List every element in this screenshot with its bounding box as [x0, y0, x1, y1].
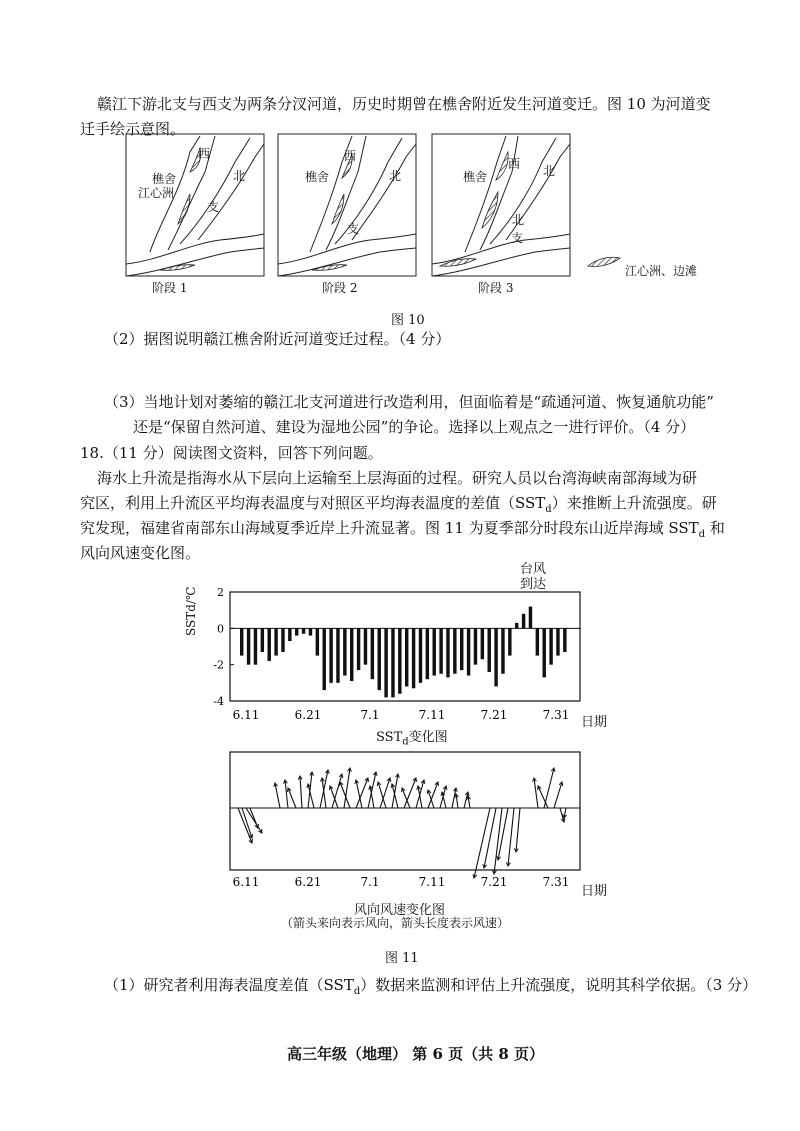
- sst-bar: [419, 628, 422, 683]
- sst-y-tick-label: 0: [217, 622, 224, 636]
- sst-bar: [426, 628, 429, 679]
- wind-plot-frame: [230, 752, 580, 870]
- label-xi-3: 西: [508, 157, 521, 171]
- wind-chart-title: 风向风速变化图: [354, 903, 446, 918]
- sst-bar: [405, 628, 408, 686]
- label-zhi-1: 支: [207, 200, 220, 214]
- figure-11-caption: 图 11: [385, 951, 419, 966]
- sst-bar: [536, 628, 539, 655]
- wind-arrow: [404, 778, 416, 808]
- typhoon-label-line-2: 到达: [520, 577, 547, 592]
- label-qiaoshe-3: 樵舍: [463, 170, 488, 184]
- sst-bar-chart: [180, 585, 600, 725]
- wind-arrow: [498, 808, 508, 860]
- stage-label-2: 阶段 2: [322, 281, 358, 295]
- sst-bar: [508, 628, 511, 655]
- wind-arrow: [250, 808, 258, 828]
- typhoon-label-line-1: 台风: [520, 562, 547, 577]
- legend-text: 江心洲、边滩: [625, 264, 698, 278]
- label-bei-3: 北: [543, 164, 556, 178]
- wind-arrow: [332, 774, 342, 808]
- sst-bar: [439, 628, 442, 673]
- wind-arrow: [330, 786, 338, 808]
- sst-y-tick-label: 2: [217, 586, 224, 599]
- sst-bar: [494, 628, 497, 686]
- sst-bar: [563, 628, 566, 652]
- sst-bar: [371, 628, 374, 679]
- sst-bar: [240, 628, 243, 655]
- legend-bar-symbol: [588, 257, 620, 266]
- sst-bar: [302, 628, 305, 633]
- sst-y-tick-label: -4: [213, 695, 224, 708]
- wind-x-tick-label: 6.21: [294, 875, 322, 889]
- wind-arrow: [402, 788, 410, 808]
- wind-arrow: [534, 778, 538, 808]
- wind-arrow: [554, 782, 562, 808]
- question-2: （2）据图说明赣江樵舍附近河道变迁过程。（4 分）: [104, 330, 451, 348]
- q18-para-line-3: 究发现，福建省南部东山海域夏季近岸上升流显著。图 11 为夏季部分时段东山近岸海域 $SST_d$ 和: [80, 519, 725, 540]
- sst-bar: [323, 628, 326, 690]
- label-bei-1: 北: [233, 169, 246, 183]
- label-bei-2: 北: [389, 169, 402, 183]
- sst-x-tick-label: 7.31: [542, 708, 570, 722]
- question-18-header: 18.（11 分）阅读图文资料，回答下列问题。: [80, 444, 383, 462]
- sst-bar: [316, 628, 319, 655]
- sst-x-tick-label: 6.11: [232, 708, 260, 722]
- label-xi-2: 西: [344, 149, 357, 163]
- sst-bar: [453, 628, 456, 673]
- sst-y-tick-label: -2: [213, 658, 224, 672]
- label-zhi-3: 支: [511, 231, 524, 245]
- stage-label-3: 阶段 3: [478, 281, 514, 295]
- stage-panel-1: [126, 134, 264, 276]
- question-3-line-2: 还是“保留自然河道、建设为湿地公园”的争论。选择以上观点之一进行评价。（4 分）: [133, 418, 696, 436]
- sst-y-axis-label: SSTd/℃: [184, 586, 198, 636]
- wind-vector-chart: [180, 748, 600, 890]
- wind-arrow: [508, 808, 514, 866]
- sst-bar: [460, 628, 463, 670]
- wind-arrow: [288, 788, 296, 808]
- wind-arrow: [275, 783, 280, 808]
- sst-bar: [288, 628, 291, 641]
- sst-bar: [474, 628, 477, 664]
- label-xi-1: 西: [198, 147, 211, 161]
- q18-para-line-1: 海水上升流是指海水从下层向上运输至上层海面的过程。研究人员以台湾海峡南部海域为研: [97, 469, 698, 487]
- intro-line-2: 迁手绘示意图。: [80, 120, 186, 138]
- wind-arrow: [368, 772, 376, 808]
- sst-bar: [274, 628, 277, 655]
- sst-bar: [329, 628, 332, 683]
- q18-para-line-2: 究区，利用上升流区平均海表温度与对照区平均海表温度的差值$(SST_d)$来推断上升流强度。研: [80, 494, 717, 515]
- wind-arrow: [494, 808, 502, 874]
- wind-arrow: [246, 808, 262, 833]
- sst-x-tick-label: 6.21: [294, 708, 322, 722]
- sst-bar: [467, 628, 470, 675]
- label-qiaoshe-2: 樵舍: [305, 170, 330, 184]
- stage-label-1: 阶段 1: [152, 281, 188, 295]
- question-18-1: （1）研究者利用海表温度差值$(SST_d)$数据来监测和评估上升流强度，说明其科学依据。（3 分）: [104, 976, 758, 997]
- sst-bar: [343, 628, 346, 675]
- label-zhi-2: 支: [347, 222, 360, 236]
- wind-arrow: [344, 768, 350, 808]
- sst-bar: [350, 628, 353, 681]
- sst-bar: [268, 628, 271, 661]
- sst-bar: [391, 628, 394, 697]
- sst-bar: [488, 628, 491, 672]
- sst-bar: [515, 623, 518, 628]
- sst-x-tick-label: 7.21: [480, 708, 508, 722]
- sst-bar: [384, 628, 387, 697]
- sst-bar: [398, 628, 401, 693]
- page-footer: 高三年级（地理） 第 6 页（共 8 页）: [287, 1045, 544, 1063]
- wind-x-tick-label: 6.11: [232, 875, 260, 889]
- wind-arrow: [300, 776, 302, 808]
- sst-bar: [522, 614, 525, 629]
- sst-bar: [295, 628, 298, 635]
- q18-para-line-4: 风向风速变化图。: [80, 544, 201, 562]
- sst-bar: [254, 628, 257, 664]
- sst-bar: [336, 628, 339, 683]
- label-jiangxinzhou: 江心洲: [138, 186, 175, 200]
- intro-line-1: 赣江下游北支与西支为两条分汊河道，历史时期曾在樵舍附近发生河道变迁。图 10 为河道变: [97, 95, 711, 113]
- wind-x-tick-label: 7.1: [360, 875, 380, 889]
- wind-x-tick-label: 7.11: [418, 875, 446, 889]
- sst-bar: [412, 628, 415, 688]
- wind-date-label: 日期: [581, 884, 608, 899]
- wind-arrow: [285, 780, 288, 808]
- sst-bar: [529, 607, 532, 629]
- sst-x-tick-label: 7.11: [418, 708, 446, 722]
- wind-x-tick-label: 7.21: [480, 875, 508, 889]
- sst-bar: [446, 628, 449, 677]
- wind-arrow: [516, 808, 520, 852]
- sst-bar: [433, 628, 436, 675]
- sst-bar: [357, 628, 360, 670]
- label-bei-3b: 北: [512, 213, 525, 227]
- wind-arrow: [474, 808, 490, 878]
- sst-bar: [247, 628, 250, 664]
- wind-arrow: [484, 808, 496, 868]
- label-qiaoshe-1: 樵舍: [152, 172, 177, 186]
- wind-chart-note: （箭头来向表示风向，箭头长度表示风速）: [281, 916, 510, 930]
- sst-x-tick-label: 7.1: [360, 708, 380, 722]
- sst-bar: [556, 628, 559, 655]
- sst-date-label: 日期: [581, 715, 608, 730]
- sst-bar: [364, 628, 367, 664]
- sst-bar: [481, 628, 484, 659]
- sst-bar: [261, 628, 264, 652]
- sst-bar: [309, 628, 312, 635]
- stage-panel-3: [432, 134, 570, 276]
- sst-bar: [281, 628, 284, 652]
- sst-bar: [378, 628, 381, 690]
- sst-chart-title: $SST_d$变化图: [376, 730, 448, 748]
- figure-10-caption: 图 10: [391, 313, 425, 328]
- sst-bar: [549, 628, 552, 664]
- sst-bar: [501, 628, 504, 673]
- sst-bar: [543, 628, 546, 677]
- question-3-line-1: （3）当地计划对萎缩的赣江北支河道进行改造利用，但面临着是“疏通河道、恢复通航功能”: [104, 393, 714, 411]
- wind-x-tick-label: 7.31: [542, 875, 570, 889]
